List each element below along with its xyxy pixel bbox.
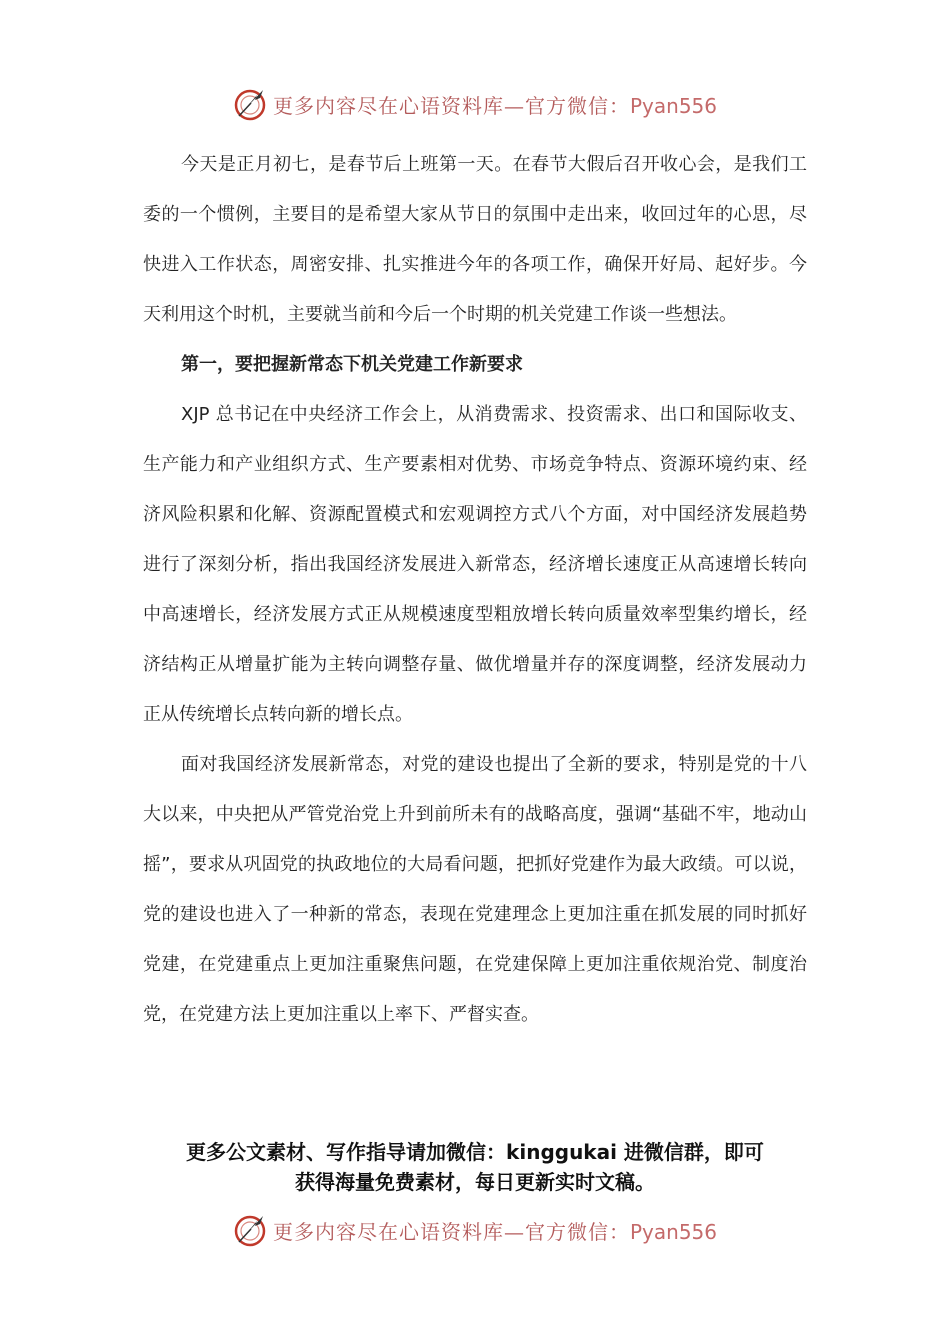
quill-logo-icon: [233, 86, 269, 122]
watermark-text: 更多内容尽在心语资料库—官方微信：Pyan556: [272, 93, 717, 118]
section-heading: 第一，要把握新常态下机关党建工作新要求: [181, 354, 523, 375]
watermark-text: 更多内容尽在心语资料库—官方微信：Pyan556: [272, 1219, 717, 1244]
paragraph: 面对我国经济发展新常态，对党的建设也提出了全新的要求，特别是党的十八大以来，中央把从严管党治党上升到前所未有的战略高度，强调“基础不牢，地动山摇”，要求从巩固党的执政地位的大局看问题，把抓好党建作为最大政绩。可以说，党的建设也进入了一种新的常态，表现在党建理念上更加注重在抓发展的同时抓好党建，在党建重点上更加注重聚焦问题，在党建保障上更加注重依规治党、制度治党，在党建方法上更加注重以上率下、严督实查。: [143, 754, 807, 1025]
promo-line-2: 获得海量免费素材，每日更新实时文稿。: [295, 1170, 655, 1194]
watermark-wechat-id: Pyan556: [629, 93, 717, 118]
quill-logo-icon: [233, 1212, 269, 1248]
paragraph: XJP 总书记在中央经济工作会上，从消费需求、投资需求、出口和国际收支、生产能力和产业组织方式、生产要素相对优势、市场竞争特点、资源环境约束、经济风险积累和化解、资源配置模式和宏观调控方式八个方面，对中国经济发展趋势进行了深刻分析，指出我国经济发展进入新常态，经济增长速度正从高速增长转向中高速增长，经济发展方式正从规模速度型粗放增长转向质量效率型集约增长，经济结构正从增量扩能为主转向调整存量、做优增量并存的深度调整，经济发展动力正从传统增长点转向新的增长点。: [143, 404, 807, 725]
watermark-wechat-id: Pyan556: [629, 1219, 717, 1244]
paragraph: 今天是正月初七，是春节后上班第一天。在春节大假后召开收心会，是我们工委的一个惯例，主要目的是希望大家从节日的氛围中走出来，收回过年的心思，尽快进入工作状态，周密安排、扎实推进今年的各项工作，确保开好局、起好步。今天利用这个时机，主要就当前和今后一个时期的机关党建工作谈一些想法。: [143, 154, 807, 325]
promo-line-1: 更多公文素材、写作指导请加微信：kinggukai 进微信群，即可: [186, 1140, 764, 1164]
article-body: [143, 140, 807, 1040]
promo-notice: [120, 1137, 830, 1197]
watermark-footer: [0, 1210, 950, 1250]
watermark-header: [0, 84, 950, 124]
